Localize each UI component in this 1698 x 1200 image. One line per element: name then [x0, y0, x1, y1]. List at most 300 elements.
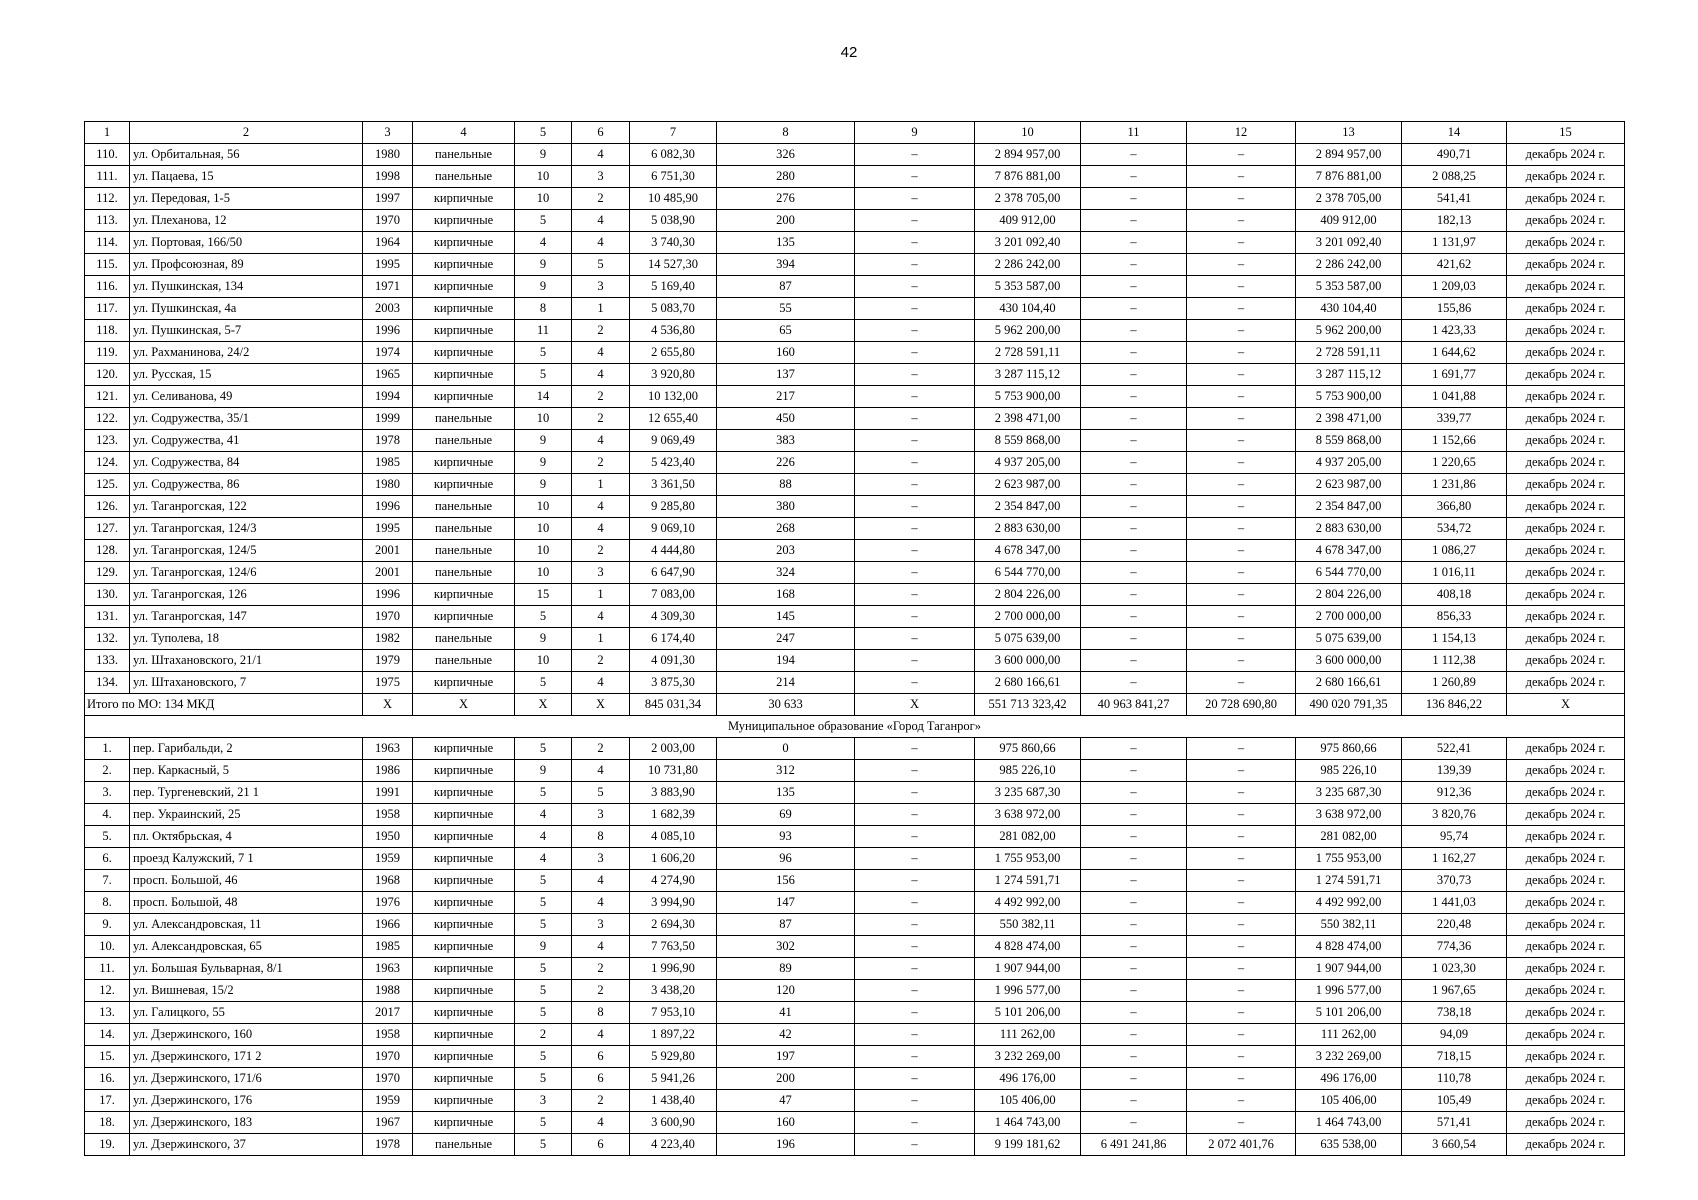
table-cell: 12.: [85, 980, 130, 1002]
table-cell: декабрь 2024 г.: [1507, 276, 1625, 298]
table-cell: 2: [515, 1024, 572, 1046]
table-cell: ул. Передовая, 1-5: [130, 188, 363, 210]
table-cell: 1970: [363, 1068, 413, 1090]
table-cell: 200: [717, 1068, 855, 1090]
table-cell: –: [1081, 342, 1187, 364]
table-row: [85, 1112, 1625, 1134]
table-cell: 4 828 474,00: [1296, 936, 1402, 958]
header-cell: 3: [363, 122, 413, 144]
table-cell: 0: [717, 738, 855, 760]
table-cell: 1963: [363, 958, 413, 980]
table-cell: 5: [572, 254, 630, 276]
table-cell: 1959: [363, 848, 413, 870]
page-number: 42: [840, 44, 858, 61]
table-cell: кирпичные: [413, 1024, 515, 1046]
table-cell: 9: [515, 760, 572, 782]
table-row: [85, 584, 1625, 606]
table-cell: 1974: [363, 342, 413, 364]
table-cell: 5: [515, 870, 572, 892]
table-cell: панельные: [413, 650, 515, 672]
table-cell: –: [1187, 430, 1296, 452]
table-cell: –: [1187, 342, 1296, 364]
table-cell: –: [1187, 276, 1296, 298]
table-cell: –: [1081, 892, 1187, 914]
table-cell: 3 232 269,00: [975, 1046, 1081, 1068]
table-cell: –: [1081, 408, 1187, 430]
table-cell: 2 354 847,00: [975, 496, 1081, 518]
table-cell: декабрь 2024 г.: [1507, 782, 1625, 804]
table-cell: –: [1081, 1112, 1187, 1134]
table-cell: декабрь 2024 г.: [1507, 188, 1625, 210]
table-cell: 6 174,40: [630, 628, 717, 650]
table-cell: 1994: [363, 386, 413, 408]
table-cell: –: [1187, 496, 1296, 518]
table-cell: 5: [515, 782, 572, 804]
table-cell: 5: [572, 782, 630, 804]
table-cell: 3 638 972,00: [975, 804, 1081, 826]
table-cell: 10: [515, 540, 572, 562]
table-cell: 4: [572, 1112, 630, 1134]
table-cell: –: [855, 562, 975, 584]
table-cell: –: [1081, 848, 1187, 870]
table-cell: 6 082,30: [630, 144, 717, 166]
table-cell: 5: [515, 210, 572, 232]
table-cell: 87: [717, 276, 855, 298]
table-cell: –: [855, 1068, 975, 1090]
table-cell: 1996: [363, 496, 413, 518]
table-cell: 3 232 269,00: [1296, 1046, 1402, 1068]
table-cell: 203: [717, 540, 855, 562]
table-cell: –: [855, 540, 975, 562]
table-cell: кирпичные: [413, 936, 515, 958]
table-cell: 1 897,22: [630, 1024, 717, 1046]
table-cell: кирпичные: [413, 1112, 515, 1134]
table-cell: 133.: [85, 650, 130, 672]
table-row: [85, 408, 1625, 430]
table-cell: 2: [572, 408, 630, 430]
table-cell: 1970: [363, 606, 413, 628]
table-cell: 2 804 226,00: [1296, 584, 1402, 606]
table-cell: 113.: [85, 210, 130, 232]
table-cell: проезд Калужский, 7 1: [130, 848, 363, 870]
table-cell: декабрь 2024 г.: [1507, 1024, 1625, 1046]
table-cell: –: [855, 276, 975, 298]
table-cell: 160: [717, 1112, 855, 1134]
table-cell: 409 912,00: [975, 210, 1081, 232]
table-cell: –: [1187, 254, 1296, 276]
table-cell: 4: [572, 870, 630, 892]
table-cell: 3: [572, 166, 630, 188]
table-cell: 4: [572, 496, 630, 518]
table-cell: панельные: [413, 144, 515, 166]
table-cell: ул. Содружества, 41: [130, 430, 363, 452]
table-cell: –: [1081, 738, 1187, 760]
table-cell: –: [1187, 1046, 1296, 1068]
table-cell: 5: [515, 1112, 572, 1134]
table-cell: 3 600 000,00: [975, 650, 1081, 672]
table-cell: 1 231,86: [1402, 474, 1507, 496]
table-cell: декабрь 2024 г.: [1507, 826, 1625, 848]
table-cell: декабрь 2024 г.: [1507, 584, 1625, 606]
table-cell: –: [1187, 1112, 1296, 1134]
table-cell: 1968: [363, 870, 413, 892]
table-row: [85, 430, 1625, 452]
table-cell: 4 536,80: [630, 320, 717, 342]
table-cell: 4: [515, 232, 572, 254]
table-cell: ул. Дзержинского, 183: [130, 1112, 363, 1134]
table-row: [85, 1134, 1625, 1156]
table-cell: 5 353 587,00: [1296, 276, 1402, 298]
table-cell: 2 680 166,61: [975, 672, 1081, 694]
table-cell: –: [1081, 914, 1187, 936]
table-cell: –: [1081, 672, 1187, 694]
table-cell: –: [855, 364, 975, 386]
table-cell: –: [855, 1046, 975, 1068]
table-cell: –: [1081, 826, 1187, 848]
table-cell: ул. Большая Бульварная, 8/1: [130, 958, 363, 980]
table-cell: 5 075 639,00: [1296, 628, 1402, 650]
table-cell: декабрь 2024 г.: [1507, 320, 1625, 342]
table-cell: –: [855, 892, 975, 914]
table-cell: –: [855, 210, 975, 232]
table-cell: 4: [515, 848, 572, 870]
table-cell: 127.: [85, 518, 130, 540]
table-cell: 1 682,39: [630, 804, 717, 826]
table-cell: панельные: [413, 518, 515, 540]
table-cell: 6 544 770,00: [1296, 562, 1402, 584]
table-cell: 370,73: [1402, 870, 1507, 892]
itogo-cell: 551 713 323,42: [975, 694, 1081, 716]
table-cell: 6 491 241,86: [1081, 1134, 1187, 1156]
table-cell: 4: [572, 672, 630, 694]
table-cell: 8 559 868,00: [1296, 430, 1402, 452]
table-cell: 7.: [85, 870, 130, 892]
table-cell: 6: [572, 1134, 630, 1156]
table-cell: 326: [717, 144, 855, 166]
table-cell: –: [1081, 1090, 1187, 1112]
table-row: [85, 144, 1625, 166]
table-cell: 2 072 401,76: [1187, 1134, 1296, 1156]
table-row: [85, 1046, 1625, 1068]
table-cell: ул. Содружества, 86: [130, 474, 363, 496]
table-cell: 55: [717, 298, 855, 320]
table-cell: 2: [572, 452, 630, 474]
table-cell: просп. Большой, 46: [130, 870, 363, 892]
itogo-cell: 490 020 791,35: [1296, 694, 1402, 716]
table-cell: 302: [717, 936, 855, 958]
table-cell: 1 755 953,00: [1296, 848, 1402, 870]
table-cell: 9: [515, 430, 572, 452]
table-cell: 3 883,90: [630, 782, 717, 804]
table-cell: 9 069,49: [630, 430, 717, 452]
table-cell: 339,77: [1402, 408, 1507, 430]
table-cell: кирпичные: [413, 364, 515, 386]
table-cell: кирпичные: [413, 298, 515, 320]
table-cell: 9: [515, 144, 572, 166]
table-cell: 496 176,00: [975, 1068, 1081, 1090]
table-cell: 1988: [363, 980, 413, 1002]
table-cell: кирпичные: [413, 320, 515, 342]
table-cell: 4 937 205,00: [975, 452, 1081, 474]
table-cell: 2 286 242,00: [1296, 254, 1402, 276]
table-cell: 5: [515, 1046, 572, 1068]
table-cell: 8.: [85, 892, 130, 914]
table-cell: 1 154,13: [1402, 628, 1507, 650]
table-cell: –: [1187, 738, 1296, 760]
table-cell: 117.: [85, 298, 130, 320]
table-cell: декабрь 2024 г.: [1507, 232, 1625, 254]
table-cell: 3 201 092,40: [1296, 232, 1402, 254]
table-cell: 105,49: [1402, 1090, 1507, 1112]
table-cell: 6: [572, 1046, 630, 1068]
table-cell: панельные: [413, 562, 515, 584]
table-cell: –: [1187, 298, 1296, 320]
table-cell: –: [855, 166, 975, 188]
table-cell: 2 680 166,61: [1296, 672, 1402, 694]
table-cell: 2 623 987,00: [975, 474, 1081, 496]
table-cell: ул. Александровская, 11: [130, 914, 363, 936]
table-cell: 47: [717, 1090, 855, 1112]
table-cell: ул. Портовая, 166/50: [130, 232, 363, 254]
table-cell: –: [855, 914, 975, 936]
table-cell: –: [1187, 584, 1296, 606]
table-cell: 1 220,65: [1402, 452, 1507, 474]
table-cell: –: [1187, 958, 1296, 980]
table-cell: –: [1187, 672, 1296, 694]
table-cell: декабрь 2024 г.: [1507, 1068, 1625, 1090]
table-cell: декабрь 2024 г.: [1507, 936, 1625, 958]
table-cell: декабрь 2024 г.: [1507, 848, 1625, 870]
table-cell: 87: [717, 914, 855, 936]
table-cell: 4.: [85, 804, 130, 826]
table-cell: 41: [717, 1002, 855, 1024]
table-cell: 421,62: [1402, 254, 1507, 276]
table-cell: –: [1081, 364, 1187, 386]
table-cell: 4 678 347,00: [975, 540, 1081, 562]
table-cell: 4: [572, 430, 630, 452]
table-cell: 975 860,66: [1296, 738, 1402, 760]
table-row: [85, 298, 1625, 320]
table-cell: 15.: [85, 1046, 130, 1068]
table-cell: –: [1187, 166, 1296, 188]
table-cell: 1996: [363, 320, 413, 342]
table-cell: 550 382,11: [975, 914, 1081, 936]
table-cell: –: [855, 848, 975, 870]
table-cell: 3 820,76: [1402, 804, 1507, 826]
table-row: [85, 936, 1625, 958]
table-cell: 1970: [363, 1046, 413, 1068]
table-cell: 8: [572, 1002, 630, 1024]
table-cell: –: [855, 430, 975, 452]
table-cell: 69: [717, 804, 855, 826]
table-cell: –: [855, 518, 975, 540]
table-cell: –: [1081, 144, 1187, 166]
table-cell: 2017: [363, 1002, 413, 1024]
table-cell: –: [855, 870, 975, 892]
table-cell: 7 876 881,00: [1296, 166, 1402, 188]
table-cell: 985 226,10: [1296, 760, 1402, 782]
table-cell: кирпичные: [413, 760, 515, 782]
table-cell: кирпичные: [413, 804, 515, 826]
table-cell: 120: [717, 980, 855, 1002]
table-cell: 738,18: [1402, 1002, 1507, 1024]
table-cell: –: [855, 452, 975, 474]
table-cell: 383: [717, 430, 855, 452]
table-cell: –: [855, 474, 975, 496]
table-cell: –: [1187, 628, 1296, 650]
table-cell: 1980: [363, 474, 413, 496]
table-cell: 2 700 000,00: [975, 606, 1081, 628]
table-cell: –: [1187, 804, 1296, 826]
table-cell: 1991: [363, 782, 413, 804]
table-cell: ул. Дзержинского, 171 2: [130, 1046, 363, 1068]
table-cell: 2 694,30: [630, 914, 717, 936]
table-cell: 1 606,20: [630, 848, 717, 870]
table-cell: ул. Таганрогская, 124/5: [130, 540, 363, 562]
table-cell: 5: [515, 672, 572, 694]
header-cell: 9: [855, 122, 975, 144]
table-cell: 2 286 242,00: [975, 254, 1081, 276]
table-cell: ул. Орбитальная, 56: [130, 144, 363, 166]
table-cell: –: [1187, 1002, 1296, 1024]
table-cell: 1975: [363, 672, 413, 694]
table-cell: декабрь 2024 г.: [1507, 298, 1625, 320]
table-cell: 12 655,40: [630, 408, 717, 430]
table-cell: 3.: [85, 782, 130, 804]
table-cell: –: [855, 496, 975, 518]
table-cell: 1985: [363, 936, 413, 958]
table-cell: –: [1081, 1002, 1187, 1024]
table-cell: 111.: [85, 166, 130, 188]
table-cell: кирпичные: [413, 1090, 515, 1112]
table-cell: панельные: [413, 496, 515, 518]
table-cell: 5: [515, 738, 572, 760]
table-cell: –: [1081, 562, 1187, 584]
table-row: [85, 364, 1625, 386]
table-row: [85, 738, 1625, 760]
table-cell: 4 937 205,00: [1296, 452, 1402, 474]
table-cell: 2 378 705,00: [975, 188, 1081, 210]
table-cell: 1 209,03: [1402, 276, 1507, 298]
table-cell: –: [1081, 1024, 1187, 1046]
table-cell: декабрь 2024 г.: [1507, 452, 1625, 474]
table-cell: декабрь 2024 г.: [1507, 210, 1625, 232]
table-cell: 5 169,40: [630, 276, 717, 298]
table-cell: ул. Таганрогская, 124/3: [130, 518, 363, 540]
table-cell: декабрь 2024 г.: [1507, 408, 1625, 430]
table-cell: 2 623 987,00: [1296, 474, 1402, 496]
table-cell: 16.: [85, 1068, 130, 1090]
table-cell: декабрь 2024 г.: [1507, 804, 1625, 826]
table-cell: 5: [515, 342, 572, 364]
table-row: [85, 914, 1625, 936]
table-row: [85, 848, 1625, 870]
table-cell: 718,15: [1402, 1046, 1507, 1068]
table-cell: –: [1187, 760, 1296, 782]
table-row: [85, 452, 1625, 474]
table-row: [85, 474, 1625, 496]
table-body-part2: [85, 738, 1625, 1156]
table-cell: –: [855, 650, 975, 672]
table-cell: –: [1081, 166, 1187, 188]
table-cell: 1 464 743,00: [1296, 1112, 1402, 1134]
table-cell: кирпичные: [413, 738, 515, 760]
table-cell: 1985: [363, 452, 413, 474]
table-cell: ул. Плеханова, 12: [130, 210, 363, 232]
table-cell: 226: [717, 452, 855, 474]
table-row: [85, 166, 1625, 188]
table-cell: 10 731,80: [630, 760, 717, 782]
table-cell: 5 962 200,00: [975, 320, 1081, 342]
table-cell: 6.: [85, 848, 130, 870]
table-cell: декабрь 2024 г.: [1507, 914, 1625, 936]
table-cell: 126.: [85, 496, 130, 518]
table-cell: 1963: [363, 738, 413, 760]
table-cell: кирпичные: [413, 1046, 515, 1068]
table-cell: 120.: [85, 364, 130, 386]
table-cell: 135: [717, 232, 855, 254]
table-cell: кирпичные: [413, 452, 515, 474]
table-cell: 8: [515, 298, 572, 320]
table-cell: –: [1187, 1024, 1296, 1046]
table-cell: 168: [717, 584, 855, 606]
table-cell: –: [855, 298, 975, 320]
header-cell: 8: [717, 122, 855, 144]
table-cell: –: [1187, 452, 1296, 474]
table-cell: 105 406,00: [1296, 1090, 1402, 1112]
table-cell: 11: [515, 320, 572, 342]
table-cell: панельные: [413, 430, 515, 452]
table-cell: ул. Пушкинская, 5-7: [130, 320, 363, 342]
table-row: [85, 958, 1625, 980]
table-cell: 197: [717, 1046, 855, 1068]
table-cell: 2 354 847,00: [1296, 496, 1402, 518]
table-cell: 8 559 868,00: [975, 430, 1081, 452]
table-cell: 118.: [85, 320, 130, 342]
table-cell: ул. Дзержинского, 160: [130, 1024, 363, 1046]
table-cell: 160: [717, 342, 855, 364]
table-cell: 3 361,50: [630, 474, 717, 496]
table-cell: –: [1081, 804, 1187, 826]
table-cell: 9 199 181,62: [975, 1134, 1081, 1156]
table-cell: декабрь 2024 г.: [1507, 430, 1625, 452]
table-cell: 1970: [363, 210, 413, 232]
table-cell: 2003: [363, 298, 413, 320]
table-cell: кирпичные: [413, 782, 515, 804]
table-cell: 96: [717, 848, 855, 870]
table-cell: 1 086,27: [1402, 540, 1507, 562]
header-cell: 10: [975, 122, 1081, 144]
table-row: [85, 1090, 1625, 1112]
table-cell: 1 274 591,71: [1296, 870, 1402, 892]
table-cell: –: [1081, 276, 1187, 298]
table-cell: кирпичные: [413, 914, 515, 936]
table-cell: –: [1187, 364, 1296, 386]
table-cell: декабрь 2024 г.: [1507, 518, 1625, 540]
table-cell: 182,13: [1402, 210, 1507, 232]
table-cell: –: [855, 144, 975, 166]
table-cell: 5 753 900,00: [1296, 386, 1402, 408]
table-cell: 5: [515, 1068, 572, 1090]
table-cell: декабрь 2024 г.: [1507, 1090, 1625, 1112]
table-cell: –: [1187, 848, 1296, 870]
table-cell: –: [1187, 210, 1296, 232]
table-cell: 3 235 687,30: [975, 782, 1081, 804]
table-cell: декабрь 2024 г.: [1507, 606, 1625, 628]
table-cell: 4: [515, 804, 572, 826]
table-cell: 4: [572, 936, 630, 958]
table-cell: 1950: [363, 826, 413, 848]
